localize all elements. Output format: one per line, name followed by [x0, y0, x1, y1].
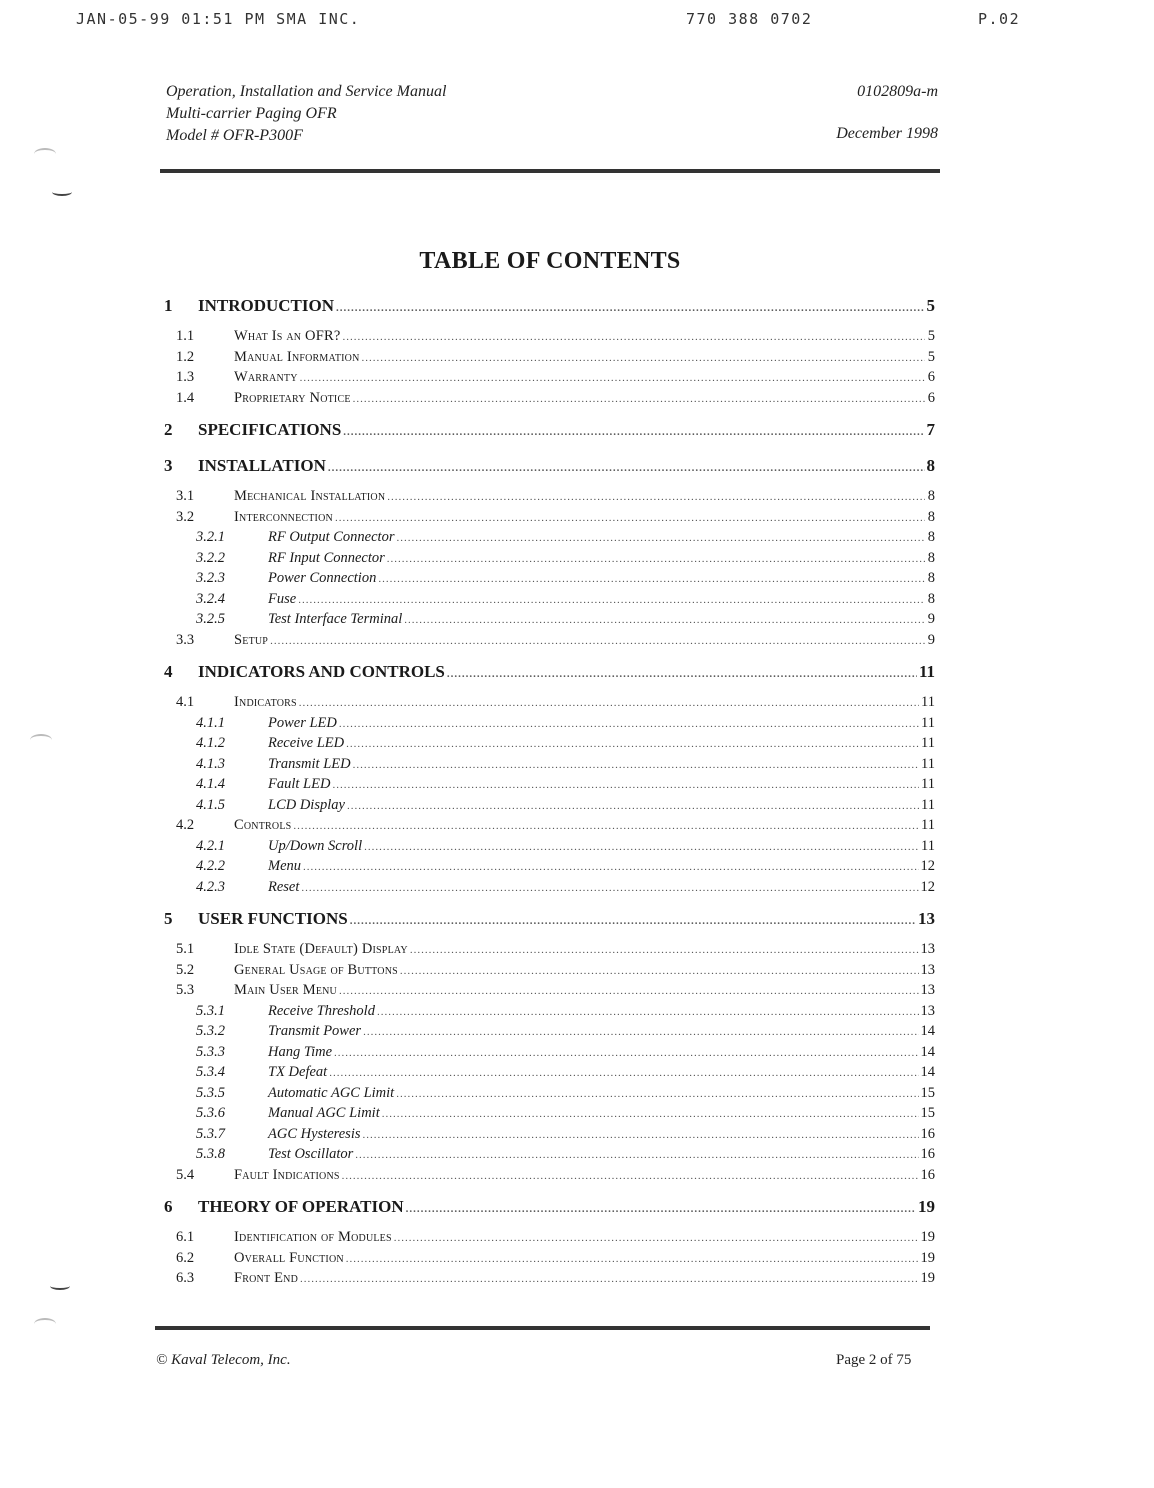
toc-entry-title: Overall Function	[234, 1249, 344, 1266]
toc-entry-page: 8	[927, 508, 935, 525]
toc-entry-number: 4.1	[176, 694, 195, 710]
toc-leader	[394, 1232, 919, 1244]
toc-entry-number: 5.3.1	[196, 1002, 225, 1019]
toc-entry-number: 5.2	[176, 961, 195, 978]
toc-entry-title: SPECIFICATIONS	[198, 420, 342, 439]
toc-entry-number: 4	[164, 662, 173, 681]
toc-entry-page: 9	[927, 631, 935, 648]
footer-rule	[155, 1326, 930, 1330]
toc-leader	[343, 426, 924, 438]
toc-leader	[363, 1129, 919, 1141]
toc-entry-number: 3.2.1	[196, 529, 225, 545]
toc-entry-title: Main User Menu	[234, 982, 337, 998]
toc-entry-number: 6	[164, 1197, 173, 1216]
toc-entry-page: 12	[920, 878, 935, 895]
toc-entry-page: 7	[926, 420, 935, 439]
toc-entry-title: Menu	[268, 858, 302, 874]
toc-entry[interactable]	[160, 756, 935, 777]
toc-entry-title: USER FUNCTIONS	[198, 909, 348, 928]
toc-entry-page: 11	[921, 776, 935, 792]
toc-entry-title: Fuse	[268, 590, 297, 607]
toc-entry-page: 13	[920, 1002, 935, 1019]
toc-entry[interactable]	[160, 1229, 935, 1250]
toc-leader	[377, 1006, 919, 1018]
toc-entry-number: 5	[164, 909, 173, 928]
toc-entry-number: 3.2.2	[196, 549, 225, 566]
toc-leader	[342, 1170, 919, 1182]
toc-entry-title: Interconnection	[234, 508, 333, 525]
toc-entry[interactable]	[160, 349, 935, 370]
document-header-left	[166, 81, 446, 147]
toc-entry-number: 1.3	[176, 369, 195, 385]
toc-leader	[334, 1047, 918, 1059]
toc-entry-title: TX Defeat	[268, 1064, 328, 1080]
toc-leader	[342, 331, 925, 343]
toc-entry-page: 16	[920, 1146, 935, 1162]
toc-leader	[346, 1253, 919, 1265]
toc-entry[interactable]	[160, 982, 935, 1003]
toc-entry-page: 8	[927, 488, 935, 504]
toc-entry[interactable]	[160, 420, 935, 442]
toc-entry-number: 4.2.1	[196, 837, 225, 854]
toc-entry-page: 13	[920, 961, 935, 978]
toc-entry-title: General Usage of Buttons	[234, 961, 398, 978]
toc-entry-page: 19	[918, 1197, 935, 1216]
toc-entry-number: 3.2.4	[196, 590, 225, 607]
toc-leader	[353, 393, 925, 405]
toc-leader	[303, 861, 918, 873]
toc-entry[interactable]	[160, 1044, 935, 1065]
toc-entry-number: 5.1	[176, 941, 195, 957]
toc-leader	[339, 718, 919, 730]
toc-entry-number: 1.4	[176, 389, 195, 406]
toc-entry[interactable]	[160, 909, 935, 931]
toc-leader	[400, 965, 919, 977]
toc-entry[interactable]	[160, 632, 935, 653]
toc-leader	[346, 738, 919, 750]
toc-entry-title: Fault LED	[268, 776, 331, 792]
toc-entry[interactable]	[160, 735, 935, 756]
toc-entry-title: THEORY OF OPERATION	[198, 1197, 404, 1216]
toc-entry[interactable]	[160, 838, 935, 859]
toc-entry-page: 13	[920, 982, 935, 998]
toc-leader	[301, 882, 918, 894]
fax-header-sender: JAN-05-99 01:51 PM SMA INC.	[76, 10, 361, 28]
toc-entry-number: 5.3	[176, 982, 195, 998]
toc-leader	[300, 1273, 918, 1285]
toc-entry-number: 4.1.5	[196, 796, 225, 813]
toc-entry[interactable]	[160, 962, 935, 983]
toc-entry-title: Hang Time	[268, 1043, 333, 1060]
toc-entry-page: 11	[921, 755, 935, 772]
scan-mark	[50, 1282, 70, 1290]
toc-entry-page: 8	[927, 590, 935, 607]
toc-entry-number: 4.1.1	[196, 714, 225, 731]
toc-entry-number: 5.3.7	[196, 1125, 225, 1142]
toc-entry-title: Receive Threshold	[268, 1002, 375, 1019]
toc-entry-number: 5.3.4	[196, 1064, 225, 1080]
fax-header-number: 770 388 0702	[686, 10, 813, 28]
toc-entry-title: Reset	[268, 878, 300, 895]
header-rule	[160, 169, 940, 173]
toc-entry-title: Up/Down Scroll	[268, 837, 363, 854]
toc-entry-title: Idle State (Default) Display	[234, 941, 408, 957]
toc-entry[interactable]	[160, 879, 935, 900]
toc-entry[interactable]	[160, 1167, 935, 1188]
toc-leader	[378, 573, 925, 585]
toc-entry[interactable]	[160, 591, 935, 612]
toc-entry-page: 5	[927, 348, 935, 365]
product-name: Multi-carrier Paging OFR	[166, 105, 337, 122]
toc-leader	[396, 532, 925, 544]
toc-entry-page: 16	[920, 1125, 935, 1142]
toc-leader	[362, 352, 925, 364]
toc-entry-page: 19	[920, 1229, 935, 1245]
toc-leader	[447, 668, 917, 680]
toc-entry-title: Proprietary Notice	[234, 389, 351, 406]
toc-entry[interactable]	[160, 488, 935, 509]
toc-entry-page: 6	[927, 369, 935, 385]
toc-entry-page: 9	[927, 611, 935, 627]
toc-leader	[387, 491, 925, 503]
toc-leader	[387, 553, 925, 565]
toc-entry[interactable]	[160, 858, 935, 879]
page-number: Page 2 of 75	[836, 1352, 912, 1368]
scan-mark	[52, 188, 72, 196]
toc-entry-title: RF Output Connector	[268, 529, 395, 545]
toc-entry-title: Transmit Power	[268, 1023, 362, 1039]
model-number: Model # OFR-P300F	[166, 127, 303, 144]
toc-entry-page: 15	[920, 1084, 935, 1101]
toc-entry-number: 4.1.2	[196, 735, 225, 751]
toc-entry-page: 6	[927, 389, 935, 406]
toc-entry-title: INDICATORS AND CONTROLS	[198, 662, 445, 681]
fax-header-page: P.02	[978, 10, 1021, 28]
toc-entry[interactable]	[160, 509, 935, 530]
table-of-contents	[160, 296, 935, 1291]
toc-entry-page: 8	[926, 456, 935, 475]
toc-entry[interactable]	[160, 1003, 935, 1024]
toc-entry[interactable]	[160, 570, 935, 591]
toc-entry-number: 3.2	[176, 508, 195, 525]
toc-entry-number: 3	[164, 456, 173, 475]
punch-hole-mark	[34, 1318, 56, 1330]
toc-entry-number: 5.3.6	[196, 1105, 225, 1121]
toc-entry-page: 5	[926, 296, 935, 315]
toc-entry-number: 3.3	[176, 631, 195, 648]
toc-entry-title: INSTALLATION	[198, 456, 326, 475]
toc-entry-title: Fault Indications	[234, 1166, 340, 1183]
toc-leader	[299, 697, 919, 709]
toc-entry-title: Warranty	[234, 369, 298, 385]
toc-entry-number: 6.3	[176, 1270, 195, 1286]
toc-entry-number: 1	[164, 296, 173, 315]
toc-entry-number: 4.1.3	[196, 755, 225, 772]
toc-entry[interactable]	[160, 1085, 935, 1106]
toc-entry-title: Receive LED	[268, 735, 345, 751]
toc-entry[interactable]	[160, 369, 935, 390]
toc-entry-title: Test Interface Terminal	[268, 611, 403, 627]
toc-entry-title: Mechanical Installation	[234, 488, 386, 504]
toc-entry[interactable]	[160, 715, 935, 736]
toc-entry-number: 6.2	[176, 1249, 195, 1266]
toc-entry-number: 4.2	[176, 817, 195, 833]
toc-entry-number: 5.3.2	[196, 1023, 225, 1039]
toc-entry-number: 4.1.4	[196, 776, 225, 792]
toc-entry-page: 12	[920, 858, 935, 874]
toc-leader	[336, 302, 924, 314]
toc-entry-title: Power LED	[268, 714, 337, 731]
toc-entry-page: 11	[918, 662, 935, 681]
toc-entry[interactable]	[160, 1023, 935, 1044]
punch-hole-mark	[30, 734, 52, 746]
toc-entry[interactable]	[160, 1250, 935, 1271]
copyright-notice: © Kaval Telecom, Inc.	[156, 1352, 291, 1368]
toc-entry-title: Indicators	[234, 694, 297, 710]
toc-entry-page: 11	[921, 694, 935, 710]
toc-leader	[332, 779, 919, 791]
toc-leader	[355, 1149, 918, 1161]
toc-leader	[350, 915, 916, 927]
toc-entry[interactable]	[160, 529, 935, 550]
toc-entry-page: 11	[921, 796, 935, 813]
toc-entry-page: 11	[921, 735, 935, 751]
toc-leader	[363, 1026, 918, 1038]
toc-leader	[396, 1088, 918, 1100]
toc-entry[interactable]	[160, 611, 935, 632]
punch-hole-mark	[34, 148, 56, 160]
toc-entry[interactable]	[160, 296, 935, 318]
toc-leader	[404, 614, 925, 626]
toc-entry-number: 5.3.8	[196, 1146, 225, 1162]
toc-entry[interactable]	[160, 1064, 935, 1085]
toc-entry[interactable]	[160, 694, 935, 715]
toc-entry-title: Front End	[234, 1270, 299, 1286]
toc-entry-title: INTRODUCTION	[198, 296, 335, 315]
manual-title: Operation, Installation and Service Manual	[166, 83, 447, 100]
toc-leader	[270, 635, 925, 647]
toc-entry-title: Transmit LED	[268, 755, 351, 772]
toc-entry-number: 3.1	[176, 488, 195, 504]
document-header-right	[836, 81, 938, 145]
toc-entry[interactable]	[160, 797, 935, 818]
toc-leader	[410, 944, 919, 956]
toc-leader	[353, 759, 919, 771]
toc-entry[interactable]	[160, 328, 935, 349]
toc-entry-title: Test Oscillator	[268, 1146, 354, 1162]
toc-entry-title: LCD Display	[268, 796, 345, 813]
toc-entry-page: 19	[920, 1249, 935, 1266]
toc-entry[interactable]	[160, 550, 935, 571]
toc-entry[interactable]	[160, 1126, 935, 1147]
toc-entry-page: 13	[920, 941, 935, 957]
toc-entry-number: 1.2	[176, 348, 195, 365]
toc-entry-title: Manual Information	[234, 348, 360, 365]
toc-entry[interactable]	[160, 1146, 935, 1167]
toc-entry-title: Manual AGC Limit	[268, 1105, 380, 1121]
toc-entry-page: 15	[920, 1105, 935, 1121]
toc-entry-number: 2	[164, 420, 173, 439]
toc-entry-page: 11	[921, 714, 935, 731]
toc-entry[interactable]	[160, 662, 935, 684]
toc-entry-page: 8	[927, 549, 935, 566]
toc-entry[interactable]	[160, 390, 935, 411]
toc-leader	[300, 372, 925, 384]
toc-entry-number: 4.2.3	[196, 878, 225, 895]
toc-entry-title: Power Connection	[268, 570, 377, 586]
toc-entry-page: 8	[927, 570, 935, 586]
toc-entry[interactable]	[160, 1197, 935, 1219]
document-number: 0102809a-m	[857, 83, 938, 100]
toc-leader	[335, 512, 925, 524]
toc-leader	[329, 1067, 918, 1079]
toc-entry-title: What Is an OFR?	[234, 328, 341, 344]
toc-entry-page: 11	[921, 817, 935, 833]
toc-entry-title: Setup	[234, 631, 269, 648]
toc-entry-page: 13	[918, 909, 935, 928]
toc-entry-title: Controls	[234, 817, 292, 833]
document-date: December 1998	[836, 125, 938, 142]
toc-leader	[382, 1108, 919, 1120]
toc-entry-number: 3.2.5	[196, 611, 225, 627]
toc-entry-title: RF Input Connector	[268, 549, 385, 566]
toc-entry-title: Identification of Modules	[234, 1229, 392, 1245]
toc-entry[interactable]	[160, 1105, 935, 1126]
toc-leader	[328, 462, 925, 474]
toc-entry[interactable]	[160, 817, 935, 838]
toc-entry-number: 1.1	[176, 328, 195, 344]
toc-entry-number: 6.1	[176, 1229, 195, 1245]
toc-title: TABLE OF CONTENTS	[419, 248, 681, 274]
toc-entry[interactable]	[160, 941, 935, 962]
toc-entry-page: 5	[927, 328, 935, 344]
toc-entry-title: AGC Hysteresis	[268, 1125, 361, 1142]
toc-entry[interactable]	[160, 456, 935, 478]
toc-entry-number: 5.3.5	[196, 1084, 225, 1101]
toc-entry[interactable]	[160, 776, 935, 797]
toc-entry-number: 4.2.2	[196, 858, 225, 874]
toc-entry-number: 3.2.3	[196, 570, 225, 586]
toc-leader	[339, 985, 919, 997]
toc-leader	[347, 800, 919, 812]
toc-entry-number: 5.3.3	[196, 1043, 225, 1060]
toc-entry-page: 11	[921, 837, 935, 854]
toc-leader	[298, 594, 925, 606]
toc-entry[interactable]	[160, 1270, 935, 1291]
toc-entry-page: 19	[920, 1270, 935, 1286]
toc-entry-page: 16	[920, 1166, 935, 1183]
toc-entry-page: 14	[920, 1064, 935, 1080]
toc-entry-page: 8	[927, 529, 935, 545]
toc-entry-page: 14	[920, 1043, 935, 1060]
toc-entry-title: Automatic AGC Limit	[268, 1084, 395, 1101]
toc-entry-page: 14	[920, 1023, 935, 1039]
toc-leader	[406, 1203, 916, 1215]
toc-leader	[364, 841, 919, 853]
toc-entry-number: 5.4	[176, 1166, 195, 1183]
toc-leader	[293, 820, 919, 832]
